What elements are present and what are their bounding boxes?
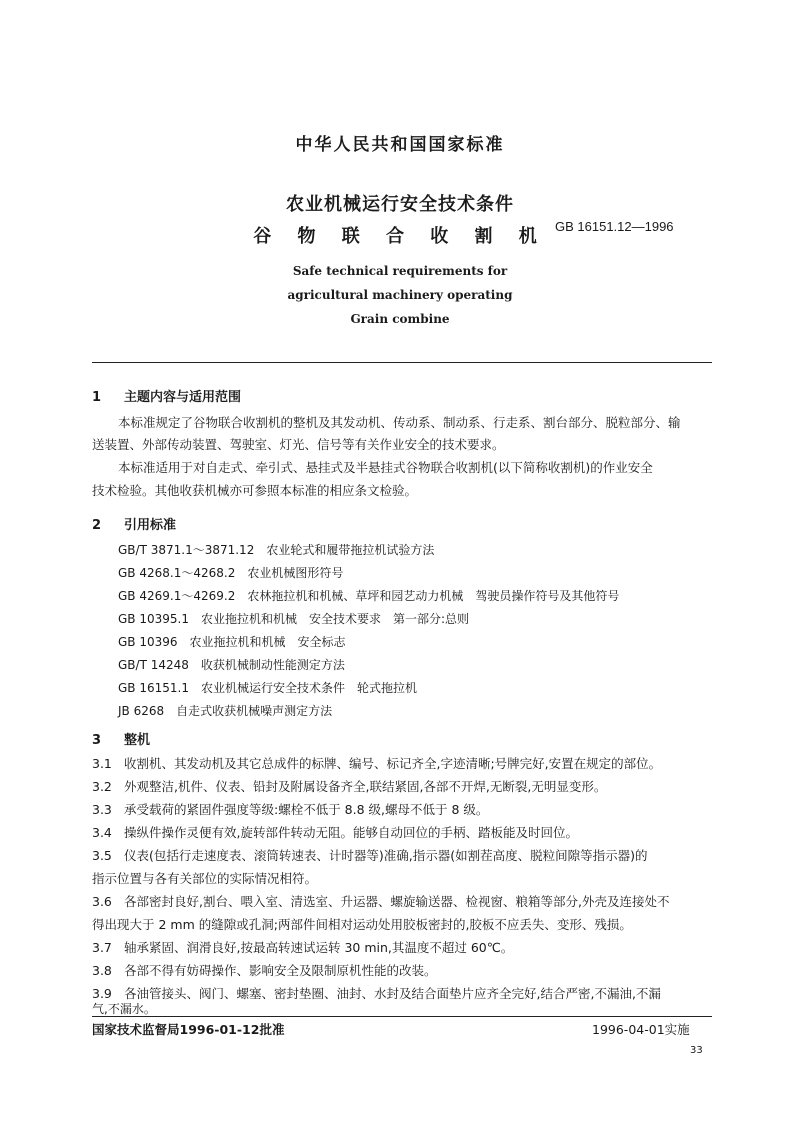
paragraph-line: 本标准适用于对自走式、牵引式、悬挂式及半悬挂式谷物联合收割机(以下简称收割机)的作业安全	[118, 460, 653, 475]
document-title: 农业机械运行安全技术条件	[286, 194, 514, 215]
reference-item: GB 4268.1～4268.2 农业机械图形符号	[118, 566, 344, 580]
english-title-line: Safe technical requirements for	[292, 264, 508, 278]
section-title: 引用标准	[124, 518, 177, 533]
clause-continuation: 得出现大于 2 mm 的缝隙或孔洞;两部件间相对运动处用胶板密封的,胶板不应丢失、变形、残损。	[92, 917, 632, 932]
clause-item	[92, 891, 669, 912]
paragraph-line: 本标准规定了谷物联合收割机的整机及其发动机、传动系、制动系、行走系、割台部分、脱粒部分、输	[118, 415, 681, 430]
clause-text: 仪表(包括行走速度表、滚筒转速表、计时器等)准确,指示器(如割茬高度、脱粒间隙等指示器)的	[124, 848, 648, 863]
page-number: 33	[690, 1045, 703, 1056]
clause-continuation: 气,不漏水。	[92, 1002, 156, 1016]
clause-number: 3.9	[92, 986, 112, 1001]
clause-text: 各部不得有妨碍操作、影响安全及限制原机性能的改装。	[124, 963, 437, 978]
english-title-line: Grain combine	[350, 312, 450, 326]
clause-number: 3.1	[92, 756, 112, 771]
clause-item	[92, 983, 661, 1004]
clause-text: 各油管接头、阀门、螺塞、密封垫圈、油封、水封及结合面垫片应齐全完好,结合严密,不漏油,不漏	[124, 986, 661, 1001]
clause-item	[92, 776, 606, 797]
reference-item: GB 10396 农业拖拉机和机械 安全标志	[118, 635, 346, 649]
reference-item: GB/T 3871.1～3871.12 农业轮式和履带拖拉机试验方法	[118, 543, 435, 557]
national-standard-heading: 中华人民共和国国家标准	[295, 135, 505, 155]
implementation-date: 1996-04-01实施	[592, 1022, 690, 1037]
reference-item: GB/T 14248 收获机械制动性能测定方法	[118, 658, 345, 672]
standard-code: GB 16151.12—1996	[555, 219, 674, 234]
section-heading	[92, 386, 241, 405]
section-number: 1	[92, 390, 102, 405]
footer-divider	[92, 1016, 712, 1017]
clause-item	[92, 822, 578, 843]
clause-text: 轴承紧固、润滑良好,按最高转速试运转 30 min,其温度不超过 60℃。	[124, 940, 514, 955]
clause-number: 3.2	[92, 779, 112, 794]
clause-item	[92, 845, 647, 866]
section-heading	[92, 729, 150, 748]
clause-text: 收割机、其发动机及其它总成件的标牌、编号、标记齐全,字迹清晰;号牌完好,安置在规定的部位。	[124, 756, 662, 771]
clause-text: 承受载荷的紧固件强度等级:螺栓不低于 8.8 级,螺母不低于 8 级。	[124, 802, 489, 817]
header-divider	[92, 362, 712, 363]
document-subtitle: 谷 物 联 合 收 割 机	[253, 226, 547, 247]
reference-item: GB 16151.1 农业机械运行安全技术条件 轮式拖拉机	[118, 681, 417, 695]
clause-text: 各部密封良好,割台、喂入室、清选室、升运器、螺旋输送器、检视窗、粮箱等部分,外壳及连接处不	[124, 894, 670, 909]
paragraph-line: 送装置、外部传动装置、驾驶室、灯光、信号等有关作业安全的技术要求。	[92, 437, 505, 452]
clause-item	[92, 799, 488, 820]
paragraph-line: 技术检验。其他收获机械亦可参照本标准的相应条文检验。	[92, 483, 418, 498]
clause-continuation: 指示位置与各有关部位的实际情况相符。	[92, 871, 318, 886]
section-number: 2	[92, 518, 102, 533]
clause-text: 外观整洁,机件、仪表、铅封及附属设备齐全,联结紧固,各部不开焊,无断裂,无明显变形。	[124, 779, 607, 794]
clause-number: 3.5	[92, 848, 112, 863]
reference-item: JB 6268 自走式收获机械噪声测定方法	[118, 704, 333, 718]
approval-note: 国家技术监督局1996-01-12批准	[92, 1022, 285, 1037]
clause-item	[92, 960, 437, 981]
english-title-line: agricultural machinery operating	[287, 288, 513, 302]
clause-number: 3.6	[92, 894, 112, 909]
clause-number: 3.7	[92, 940, 112, 955]
clause-number: 3.3	[92, 802, 112, 817]
clause-item	[92, 937, 513, 958]
clause-item	[92, 753, 661, 774]
section-heading	[92, 514, 176, 533]
reference-item: GB 10395.1 农业拖拉机和机械 安全技术要求 第一部分:总则	[118, 612, 470, 626]
reference-item: GB 4269.1～4269.2 农林拖拉机和机械、草坪和园艺动力机械 驾驶员操作符号及其他符号	[118, 589, 620, 603]
section-title: 主题内容与适用范围	[124, 390, 242, 405]
clause-text: 操纵件操作灵便有效,旋转部件转动无阻。能够自动回位的手柄、踏板能及时回位。	[124, 825, 578, 840]
clause-number: 3.4	[92, 825, 112, 840]
section-number: 3	[92, 733, 102, 748]
clause-number: 3.8	[92, 963, 112, 978]
section-title: 整机	[124, 733, 151, 748]
